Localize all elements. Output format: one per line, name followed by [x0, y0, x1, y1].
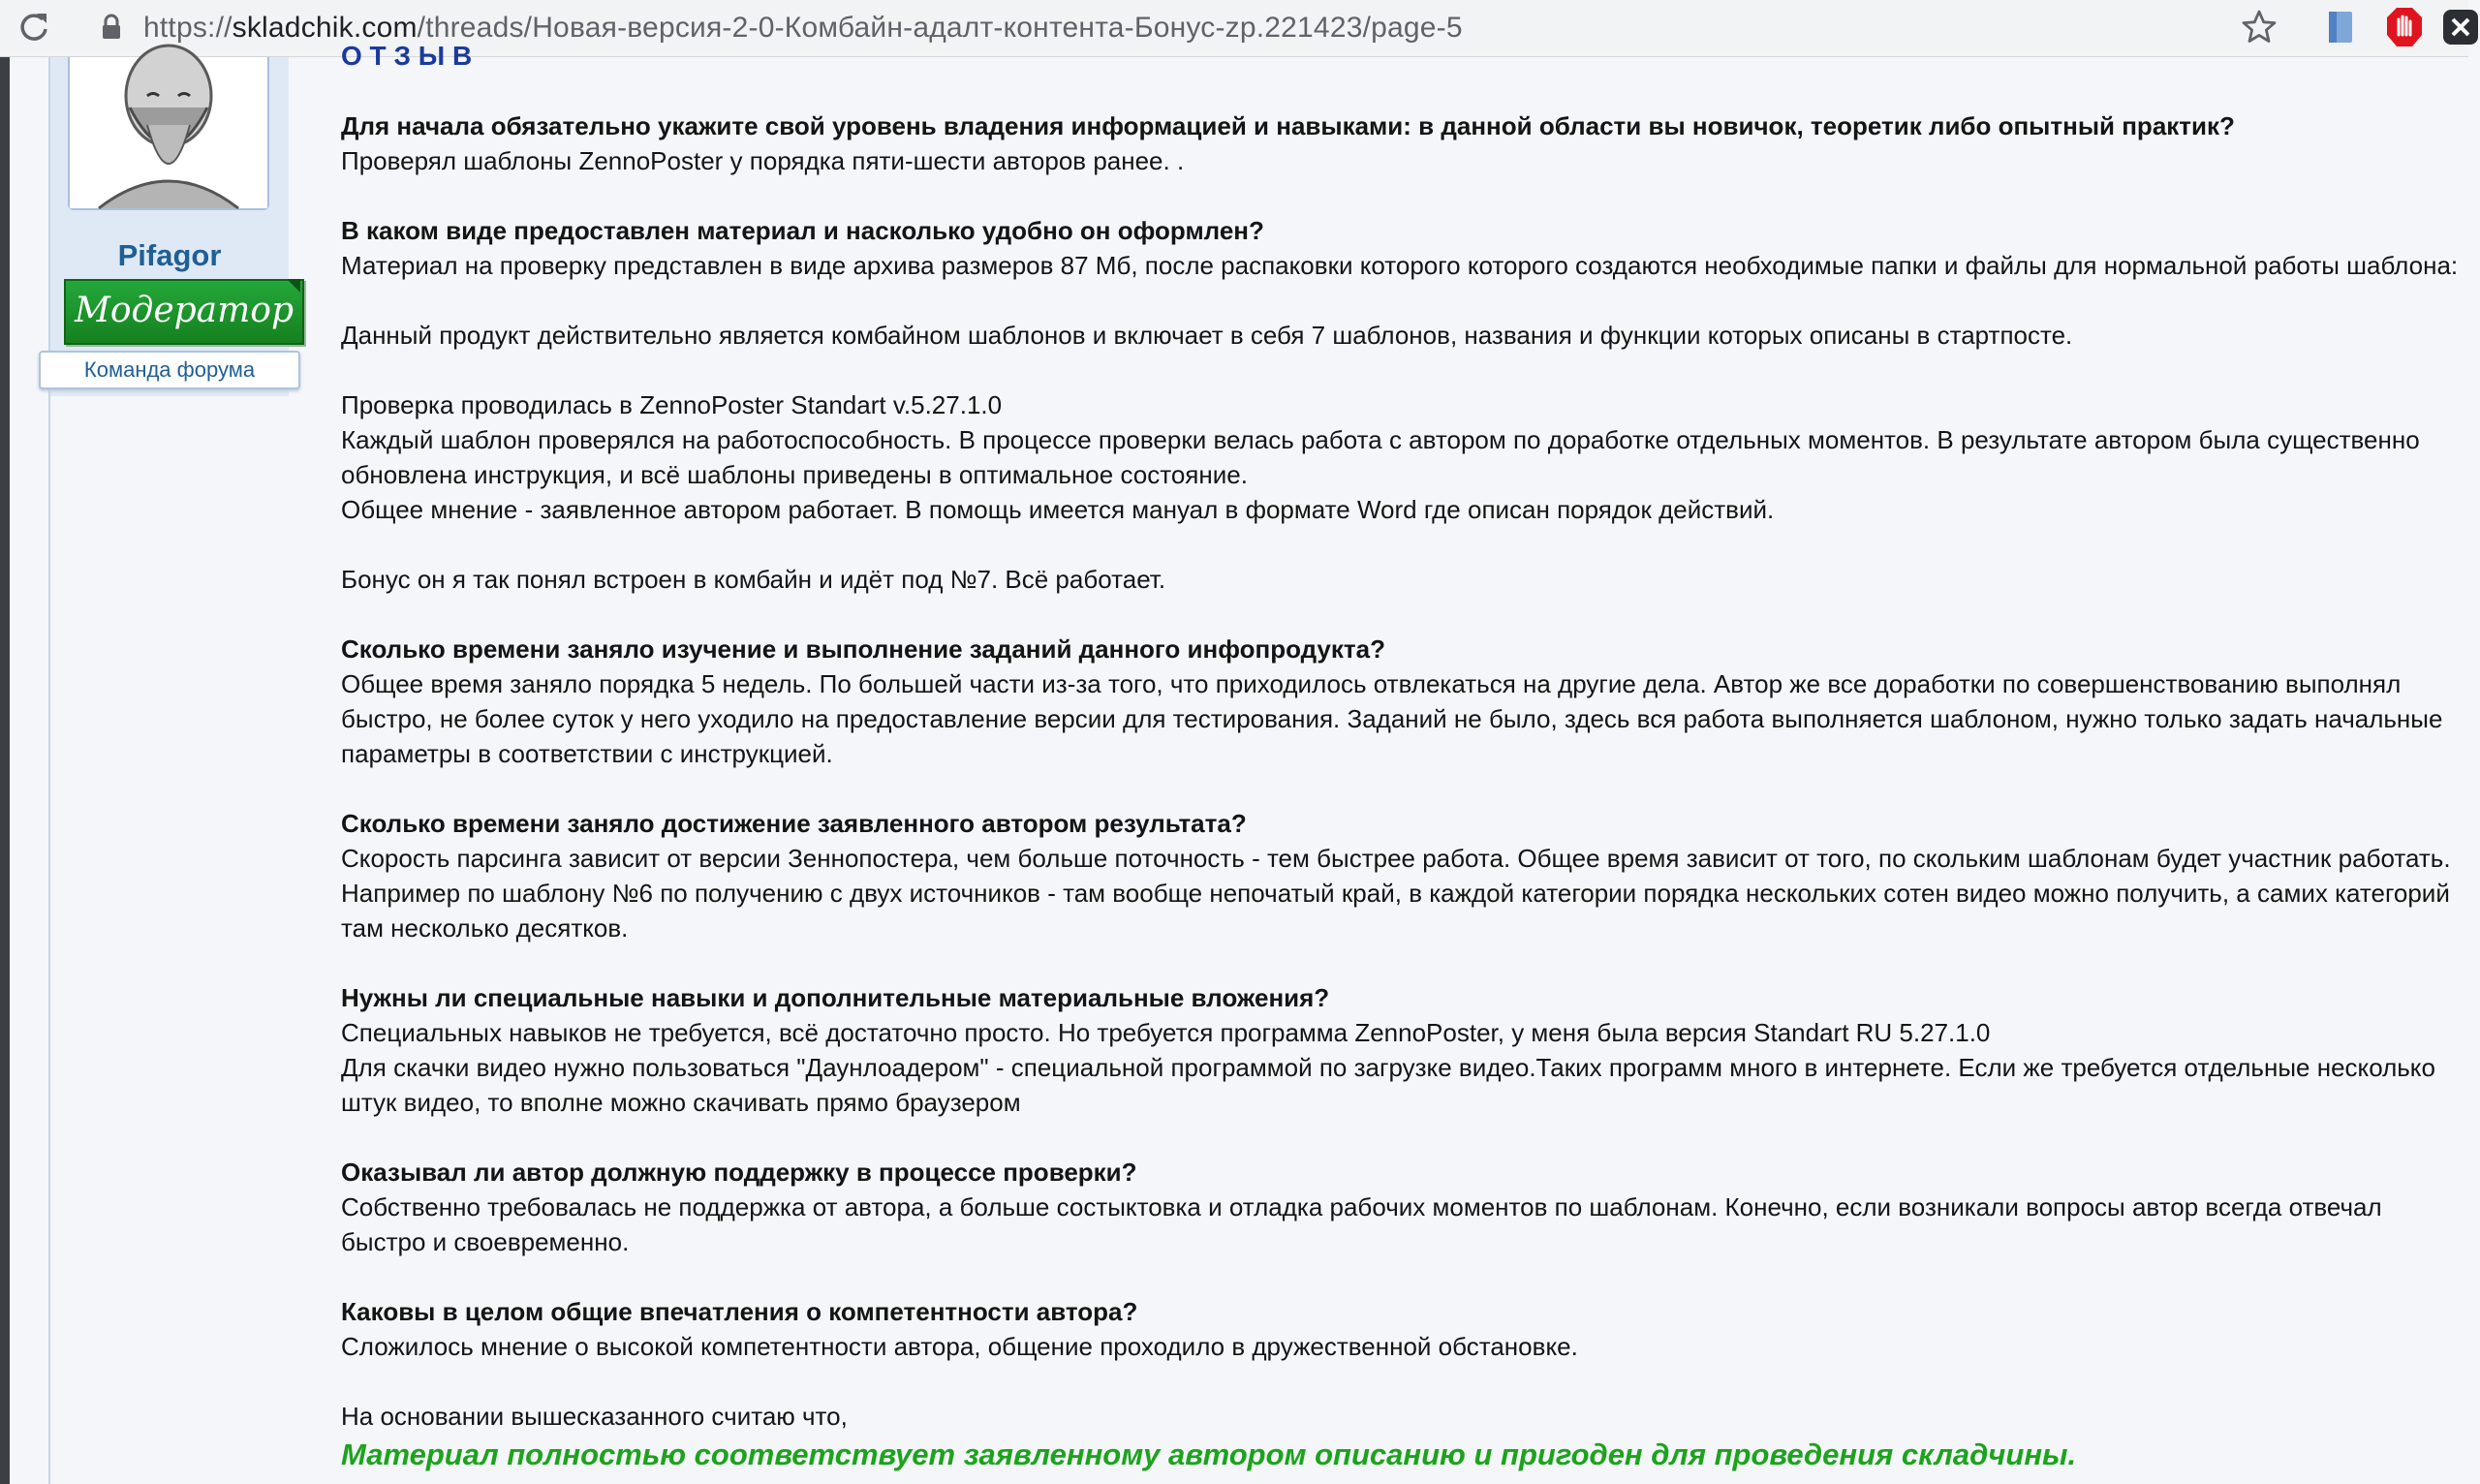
url-path: /threads/Новая-версия-2-0-Комбайн-адалт-контента-Бонус-zp.221423/page-5 [417, 12, 1463, 44]
section-skills [341, 980, 2435, 1120]
question-time-result: Сколько времени заняло достижение заявленного автором результата? [341, 809, 1247, 838]
badge-corner [287, 279, 300, 293]
extension-x-icon[interactable] [2441, 6, 2480, 48]
reload-icon[interactable] [14, 8, 54, 48]
support-line-2: быстро и своевременно. [341, 1227, 630, 1256]
section-time-result [341, 806, 2451, 945]
skills-line-3: штук видео, то вполне можно скачивать прямо браузером [341, 1088, 1021, 1117]
basis-text: На основании вышесказанного считаю что, [341, 1402, 848, 1431]
question-impression: Каковы в целом общие впечатления о компетентности автора? [341, 1297, 1138, 1326]
section-basis [341, 1399, 848, 1434]
time-study-line-3: параметры в соответствии с инструкцией. [341, 739, 833, 768]
question-time-study: Сколько времени заняло изучение и выполнение заданий данного инфопродукта? [341, 634, 1385, 664]
skills-line-1: Специальных навыков не требуется, всё достаточно просто. Но требуется программа ZennoPoster, у меня была версия Standart RU 5.27.1.0 [341, 1018, 1991, 1047]
lock-icon[interactable] [101, 14, 122, 41]
page-left-edge [0, 57, 10, 1484]
question-skills: Нужны ли специальные навыки и дополнительные материальные вложения? [341, 983, 1330, 1012]
avatar-portrait-icon [70, 57, 267, 208]
time-study-line-2: быстро, не более суток у него уходило на предоставление версии для тестирования. Заданий не было, здесь вся работа выполняется шаблоном, нужно только задать начальные [341, 704, 2443, 733]
combo-text: Данный продукт действительно является комбайном шаблонов и включает в себя 7 шаблонов, названия и функции которых описаны в стартпосте. [341, 321, 2073, 350]
question-format: В каком виде предоставлен материал и насколько удобно он оформлен? [341, 216, 1264, 245]
section-time-study [341, 632, 2442, 771]
url-host: skladchik.com [232, 12, 418, 44]
url-scheme: https:// [143, 12, 232, 44]
bookmark-star-icon[interactable] [2240, 8, 2278, 46]
section-check [341, 387, 2420, 527]
answer-level: Проверял шаблоны ZennoPoster у порядка пяти-шести авторов ранее. . [341, 146, 1185, 175]
section-support [341, 1155, 2382, 1259]
support-line-1: Собственно требовалась не поддержка от автора, а больше состыктовка и отладка рабочих моментов по шаблонам. Конечно, если возникали вопросы автор всегда отвечал [341, 1192, 2382, 1221]
cut-heading-remnant: О Т З Ы В [341, 41, 473, 71]
check-line-1: Проверка проводилась в ZennoPoster Standart v.5.27.1.0 [341, 390, 1003, 419]
time-result-line-1: Скорость парсинга зависит от версии Зеннопостера, чем больше поточность - тем быстрее работа. Общее время зависит от того, по скольким шаблонам будет участник работать. [341, 844, 2451, 873]
check-line-3: обновлена инструкция, и всё шаблоны приведены в оптимальное состояние. [341, 460, 1248, 489]
moderator-badge: Модератор [64, 279, 304, 345]
question-support: Оказывал ли автор должную поддержку в процессе проверки? [341, 1158, 1137, 1187]
check-line-4: Общее мнение - заявленное автором работает. В помощь имеется мануал в формате Word где описан порядок действий. [341, 495, 1775, 524]
section-bonus [341, 562, 1165, 597]
username[interactable]: Pifagor [117, 238, 222, 272]
section-format [341, 213, 2458, 283]
section-combo [341, 318, 2072, 353]
section-intro [341, 108, 2235, 178]
skills-line-2: Для скачки видео нужно пользоваться "Даунлоадером" - специальной программой по загрузке видео.Таких программ много в интернете. Если же требуется отдельные несколько [341, 1053, 2435, 1082]
question-level: Для начала обязательно укажите свой уровень владения информацией и навыками: в данной области вы новичок, теоретик либо опытный практик? [341, 111, 2235, 140]
avatar[interactable] [68, 57, 269, 210]
section-impression [341, 1294, 1578, 1364]
team-badge: Команда форума [39, 351, 300, 389]
time-study-line-1: Общее время заняло порядка 5 недель. По большей части из-за того, что приходилось отвлекаться на другие дела. Автор же все доработки по совершенствованию выполнял [341, 669, 2402, 698]
answer-format: Материал на проверку представлен в виде архива размеров 87 Мб, после распаковки которого которого создаются необходимые папки и файлы для нормальной работы шаблона: [341, 251, 2459, 280]
extension-adblock-icon[interactable] [2385, 6, 2424, 48]
time-result-line-2: Например по шаблону №6 по получению с двух источников - там вообще непочатый край, в каждой категории порядка нескольких сотен видео можно получить, а самих категорий [341, 879, 2450, 908]
answer-impression: Сложилось мнение о высокой компетентности автора, общение проходило в дружественной обстановке. [341, 1332, 1578, 1361]
bonus-text: Бонус он я так понял встроен в комбайн и идёт под №7. Всё работает. [341, 565, 1166, 594]
conclusion-verdict: Материал полностью соответствует заявленному автором описанию и пригоден для проведения складчины. [341, 1438, 2077, 1471]
check-line-2: Каждый шаблон проверялся на работоспособность. В процессе проверки велась работа с автором по доработке отдельных моментов. В результате автором была существенно [341, 425, 2420, 454]
extension-note-icon[interactable] [2325, 10, 2356, 45]
time-result-line-3: там несколько десятков. [341, 913, 629, 943]
